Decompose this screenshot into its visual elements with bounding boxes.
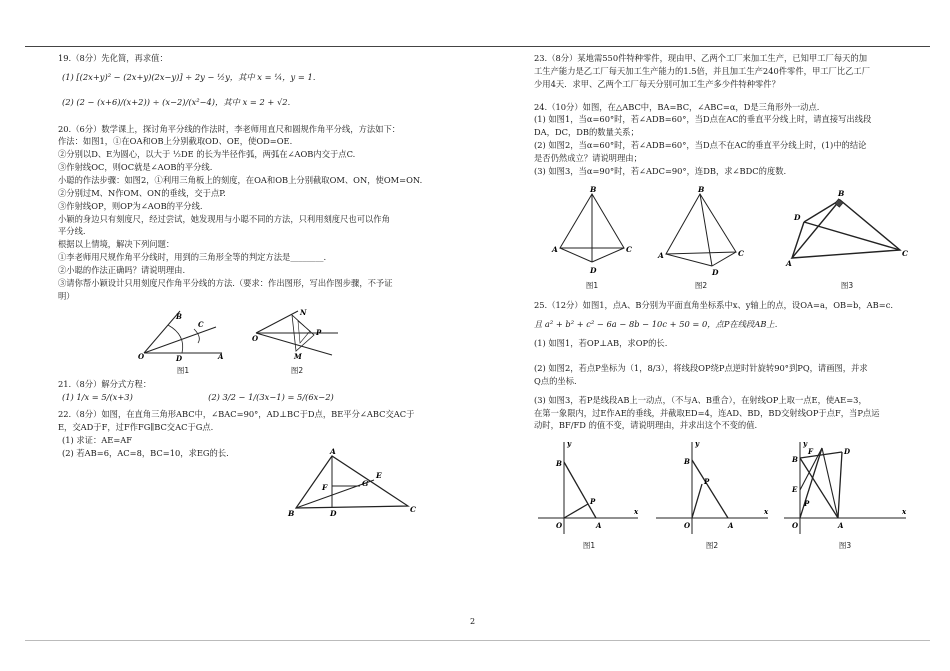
svg-text:D: D: [794, 212, 801, 222]
svg-text:O: O: [556, 521, 563, 531]
q20-fig1-caption: 图1: [176, 365, 190, 375]
svg-text:D: D: [844, 447, 851, 457]
q25-figure-2: [652, 438, 772, 552]
svg-text:O: O: [684, 521, 691, 531]
footer-rule: [25, 640, 930, 641]
svg-text:x: x: [634, 507, 639, 517]
q24-line5: 是否仍然成立？请说明理由；: [534, 153, 642, 164]
q22-line2: E，交AD于F，过F作FG∥BC交AC于G点.: [58, 421, 214, 432]
q20-line11: ①李老师用尺规作角平分线时，用到的三角形全等的判定方法是________.: [58, 252, 327, 263]
svg-text:N: N: [300, 307, 307, 317]
svg-text:C: C: [738, 248, 744, 258]
q25-fig3-caption: 图3: [838, 541, 852, 551]
question-20: [58, 123, 478, 377]
q20-line3: ②分别以D、E为圆心，以大于 ½DE 的长为半径作弧，两弧在∠AOB内交于点C.: [58, 149, 356, 160]
svg-text:x: x: [902, 507, 907, 517]
question-22: [58, 408, 478, 518]
q25-figures: [534, 438, 907, 552]
svg-text:P: P: [316, 327, 322, 337]
q25-fig1-caption: 图1: [582, 541, 596, 551]
svg-text:B: B: [698, 184, 705, 194]
svg-text:A: A: [786, 258, 792, 268]
question-25: [534, 299, 907, 552]
q19-part1: (1) [(2x+y)² − (2x+y)(2x−y)] ÷ 2y − ½y，其中 x = ¼，y = 1．: [62, 71, 322, 82]
q24-figure-2: [656, 186, 746, 292]
page-number: 2: [470, 617, 476, 626]
q24-line4: (2) 如图2，当α=60°时，若∠ADB=60°，当D点不在AC的垂直平分线上时，(1)中的结论: [534, 140, 867, 151]
q21-title: 21.（8分）解分式方程：: [58, 379, 152, 390]
q22-line4: (2) 若AB=6，AC=8，BC=10，求EG的长.: [62, 447, 229, 458]
q25-line4: (2) 如图2，若点P坐标为（1，8/3），将线段OP绕P点逆时针旋转90°到PQ，请画图，并求: [534, 362, 868, 373]
svg-text:G: G: [362, 478, 369, 488]
header-rule: [25, 46, 930, 47]
svg-text:A: A: [838, 521, 844, 531]
q20-line8: 小颖的身边只有刻度尺，经过尝试，她发现用与小聪不同的方法，只利用刻度尺也可以作角: [58, 213, 390, 224]
svg-text:B: B: [556, 459, 562, 469]
q23-line3: 少用4天．求甲、乙两个工厂每天分别可加工生产多少件特种零件？: [534, 78, 780, 89]
q24-figures: [552, 184, 908, 292]
triangle-abc-d-off-bisector-diagram: [656, 186, 746, 278]
q20-line7: ③作射线OP，则OP为∠AOB的平分线.: [58, 200, 203, 211]
q25-line8: 动时，BF/FD 的值不变，请说明理由，并求出这个不变的值.: [534, 420, 758, 431]
q25-line2: 且 a² + b² + c² − 6a − 8b − 10c + 50 = 0，点P在线段AB上.: [534, 319, 778, 330]
svg-text:M: M: [294, 351, 302, 361]
svg-text:F: F: [808, 447, 813, 457]
q24-fig1-caption: 图1: [585, 280, 599, 290]
question-21: [58, 378, 478, 404]
q20-line10: 根据以上情境，解决下列问题：: [58, 239, 175, 250]
svg-text:D: D: [712, 267, 719, 277]
svg-text:E: E: [376, 470, 382, 480]
q24-figure-1: [552, 186, 632, 292]
q25-figure-3: [780, 438, 910, 552]
q20-fig2-caption: 图2: [290, 365, 304, 375]
svg-text:A: A: [330, 446, 336, 456]
left-column: [58, 52, 478, 518]
svg-text:B: B: [838, 188, 845, 198]
svg-text:C: C: [410, 504, 416, 514]
right-column: [534, 52, 908, 552]
q21-part2: (2) 3/2 − 1/(3x−1) = 5/(6x−2): [208, 392, 334, 403]
q20-line2: 作法：如图1，①在OA和OB上分别截取OD、OE，使OD=OE.: [58, 136, 293, 147]
q25-line7: 在第一象限内，过E作AE的垂线，并截取ED=4，连AD、BD，BD交射线OP于点F，当P点运: [534, 407, 880, 418]
q21-parts: [58, 391, 478, 404]
svg-text:y: y: [803, 439, 808, 449]
question-23: [534, 52, 904, 91]
q20-figure-2: [252, 307, 342, 377]
coordinate-axes-op-perpendicular-diagram: [534, 438, 644, 538]
svg-text:B: B: [176, 311, 182, 321]
q25-line1: 25.（12分）如图1，点A、B分别为平面直角坐标系中x、y轴上的点，设OA=a，OB=b，AB=c.: [534, 300, 893, 311]
svg-text:B: B: [288, 508, 295, 518]
right-triangle-abc-diagram: [288, 446, 418, 518]
q25-figure-1: [534, 438, 644, 552]
svg-text:C: C: [198, 319, 204, 329]
q20-line5: 小聪的作法步骤：如图2，①利用三角板上的刻度，在OA和OB上分别截取OM、ON，使OM=ON.: [58, 175, 423, 186]
svg-text:B: B: [684, 457, 690, 467]
q25-line3: (1) 如图1，若OP⊥AB，求OP的长.: [534, 338, 668, 349]
svg-text:O: O: [138, 351, 145, 361]
svg-text:A: A: [596, 521, 602, 531]
svg-text:A: A: [728, 521, 734, 531]
q24-line1: 24.（10分）如图，在△ABC中，BA=BC，∠ABC=α，D是三角形外一动点.: [534, 101, 820, 112]
q24-line2: (1) 如图1，当α=60°时，若∠ADB=60°，当D点在AC的垂直平分线上时，请直接写出线段: [534, 114, 872, 125]
q25-fig2-caption: 图2: [705, 541, 719, 551]
svg-text:P: P: [704, 477, 710, 487]
triangle-abc-with-d-below-diagram: [552, 186, 632, 278]
q23-line2: 工生产能力是乙工厂每天加工生产能力的1.5倍，并且加工生产240件零件，甲工厂比乙工厂: [534, 65, 871, 76]
svg-text:x: x: [764, 507, 769, 517]
svg-text:P: P: [590, 497, 596, 507]
question-24: [534, 101, 908, 292]
svg-text:y: y: [695, 439, 700, 449]
q20-line4: ③作射线OC，则OC就是∠AOB的平分线.: [58, 162, 213, 173]
svg-text:C: C: [902, 248, 908, 258]
svg-text:O: O: [252, 333, 259, 343]
q22-line3: (1) 求证：AE=AF: [62, 434, 133, 445]
svg-text:B: B: [590, 184, 597, 194]
q22-line1: 22.（8分）如图，在直角三角形ABC中，∠BAC=90°，AD⊥BC于D点，BE平分∠ABC交AC于: [58, 408, 415, 419]
question-19: [58, 52, 478, 109]
angle-bisector-compass-diagram: [138, 307, 228, 363]
q20-figures: [138, 307, 478, 377]
coordinate-axes-moving-point-diagram: [780, 438, 910, 538]
q21-part1: (1) 1/x = 5/(x+3): [62, 392, 133, 403]
svg-text:D: D: [590, 265, 597, 275]
q20-figure-1: [138, 307, 228, 377]
q20-line6: ②分别过M、N作OM、ON的垂线，交于点P.: [58, 187, 226, 198]
svg-text:y: y: [567, 439, 572, 449]
angle-bisector-triangle-ruler-diagram: [252, 307, 342, 363]
svg-text:E: E: [792, 485, 798, 495]
svg-text:D: D: [176, 353, 183, 363]
svg-text:A: A: [552, 244, 558, 254]
q20-line14: 明）: [58, 290, 75, 301]
svg-text:D: D: [330, 508, 337, 518]
q24-figure-3: [782, 186, 912, 292]
svg-text:F: F: [322, 482, 328, 492]
q24-fig2-caption: 图2: [694, 280, 708, 290]
q24-line3: DA，DC，DB的数量关系；: [534, 127, 639, 138]
q25-line6: (3) 如图3，若P是线段AB上一动点，（不与A、B重合），在射线OP上取一点E，使AE=3，: [534, 394, 867, 405]
q19-part2: (2) (2 − (x+6)/(x+2)) ÷ (x−2)/(x²−4)，其中 x = 2 + √2．: [62, 96, 296, 107]
q20-line1: 20.（6分）数学课上，探讨角平分线的作法时，李老师用直尺和圆规作角平分线，方法如下：: [58, 123, 401, 134]
svg-text:A: A: [658, 250, 664, 260]
q23-line1: 23.（8分）某地需550件特种零件，现由甲、乙两个工厂来加工生产，已知甲工厂每天的加: [534, 53, 868, 63]
q20-line12: ②小聪的作法正确吗？请说明理由.: [58, 265, 186, 276]
q20-line9: 平分线.: [58, 226, 86, 237]
q19-title: 19.（8分）先化简，再求值：: [58, 53, 168, 63]
q25-line5: Q点的坐标.: [534, 375, 577, 386]
svg-text:B: B: [792, 455, 798, 465]
svg-text:A: A: [218, 351, 224, 361]
q24-fig3-caption: 图3: [840, 280, 854, 290]
svg-text:O: O: [792, 521, 799, 531]
q24-line6: (3) 如图3，当α=90°时，若∠ADC=90°，连DB，求∠BDC的度数.: [534, 165, 787, 176]
svg-text:C: C: [626, 244, 632, 254]
right-isosceles-triangle-abc-diagram: [782, 186, 912, 278]
coordinate-axes-point-p-diagram: [652, 438, 772, 538]
svg-text:P: P: [804, 499, 810, 509]
q20-line13: ③请你帮小颖设计只用刻度尺作角平分线的方法.（要求：作出图形，写出作图步骤，不予证: [58, 277, 393, 288]
